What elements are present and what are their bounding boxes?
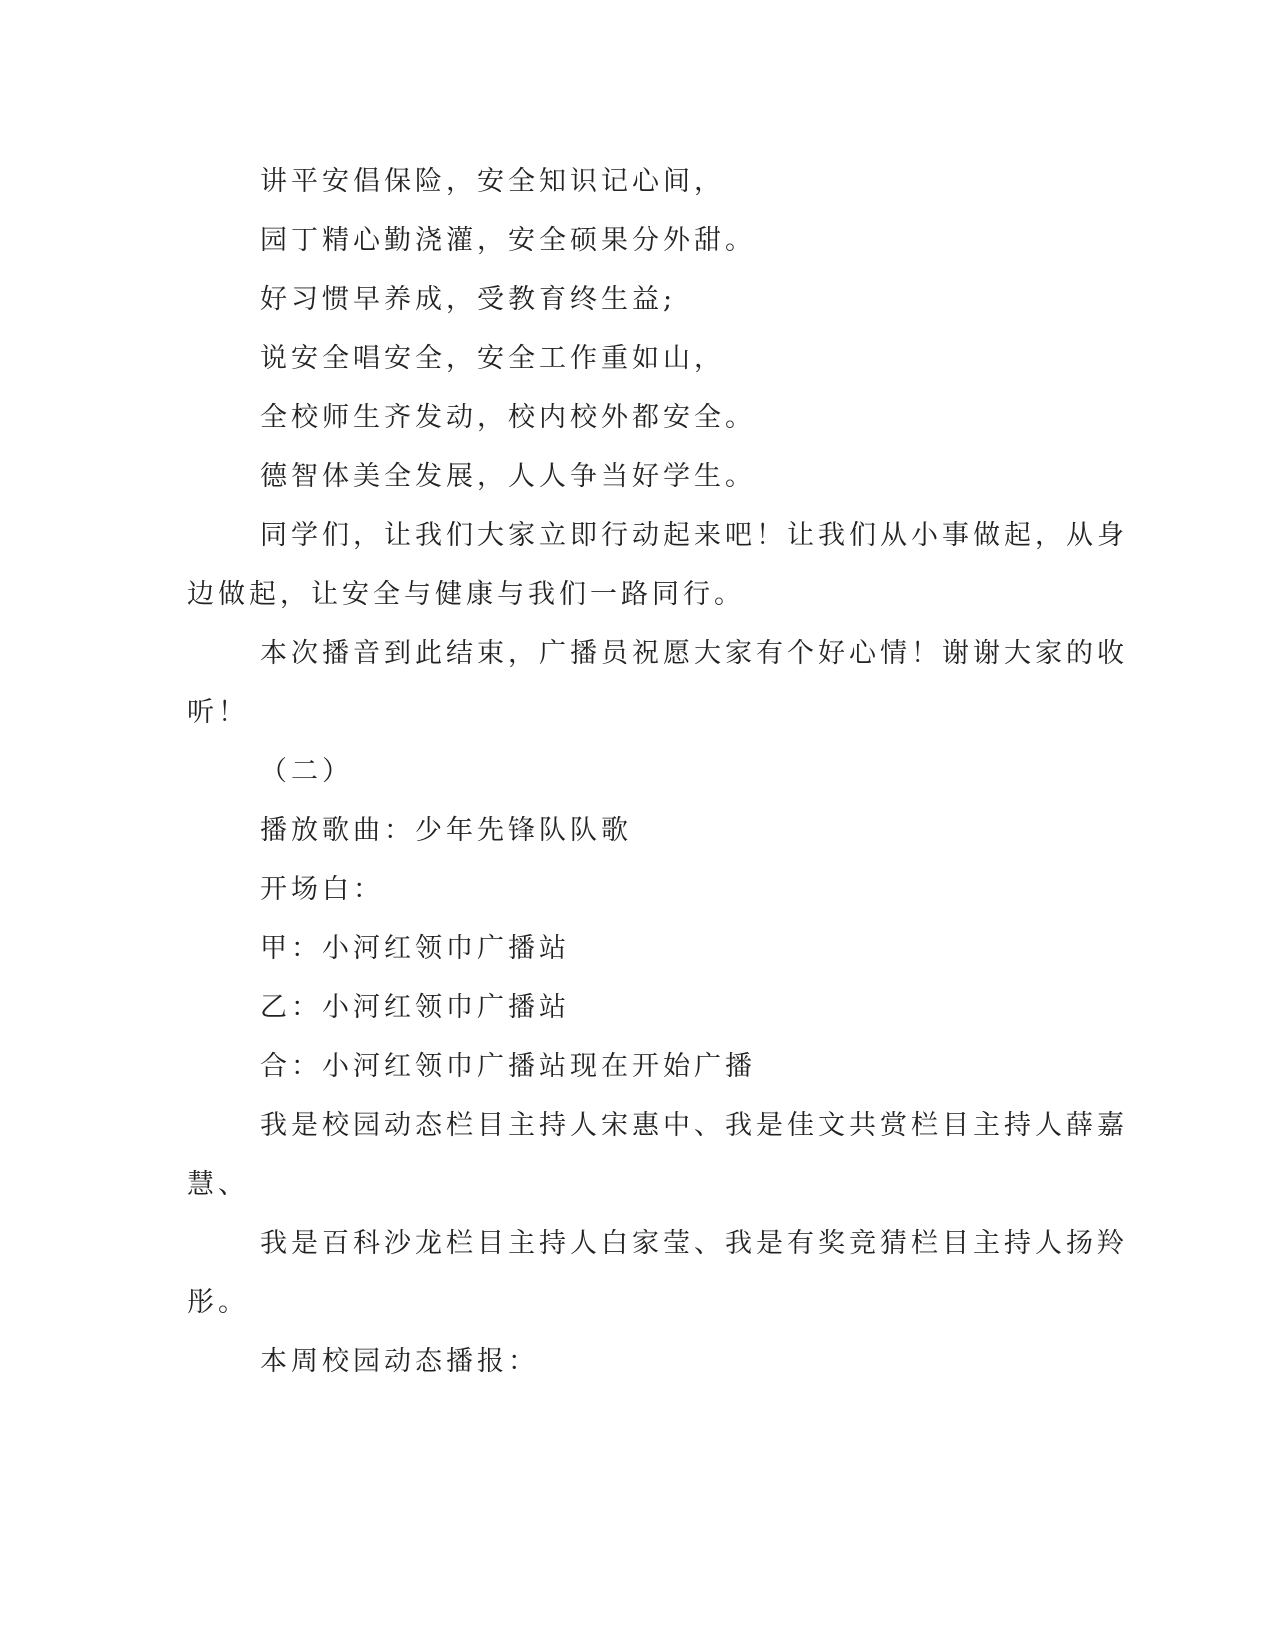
text-line: 听！: [187, 697, 249, 728]
section-heading: （二）: [260, 756, 353, 787]
text-line: 播放歌曲：少年先锋队队歌: [260, 815, 632, 846]
text-line: 同学们，让我们大家立即行动起来吧！让我们从小事做起，从身: [260, 520, 1128, 551]
text-line: 本周校园动态播报：: [260, 1346, 539, 1377]
text-line: 合：小河红领巾广播站现在开始广播: [260, 1051, 756, 1082]
text-line: 我是百科沙龙栏目主持人白家莹、我是有奖竞猜栏目主持人扬羚: [260, 1228, 1128, 1259]
text-line: 好习惯早养成，受教育终生益;: [260, 284, 677, 315]
text-line: 全校师生齐发动，校内校外都安全。: [260, 402, 756, 433]
text-line: 我是校园动态栏目主持人宋惠中、我是佳文共赏栏目主持人薛嘉: [260, 1110, 1128, 1141]
text-line: 彤。: [187, 1287, 249, 1318]
text-line: 乙：小河红领巾广播站: [260, 992, 570, 1023]
text-line: 园丁精心勤浇灌，安全硕果分外甜。: [260, 225, 756, 256]
text-line: 本次播音到此结束，广播员祝愿大家有个好心情！谢谢大家的收: [260, 638, 1128, 669]
text-line: 开场白：: [260, 874, 384, 905]
text-line: 讲平安倡保险，安全知识记心间，: [260, 166, 725, 197]
text-line: 边做起，让安全与健康与我们一路同行。: [187, 579, 745, 610]
text-line: 慧、: [187, 1169, 249, 1200]
text-line: 说安全唱安全，安全工作重如山，: [260, 343, 725, 374]
text-line: 德智体美全发展，人人争当好学生。: [260, 461, 756, 492]
text-line: 甲：小河红领巾广播站: [260, 933, 570, 964]
